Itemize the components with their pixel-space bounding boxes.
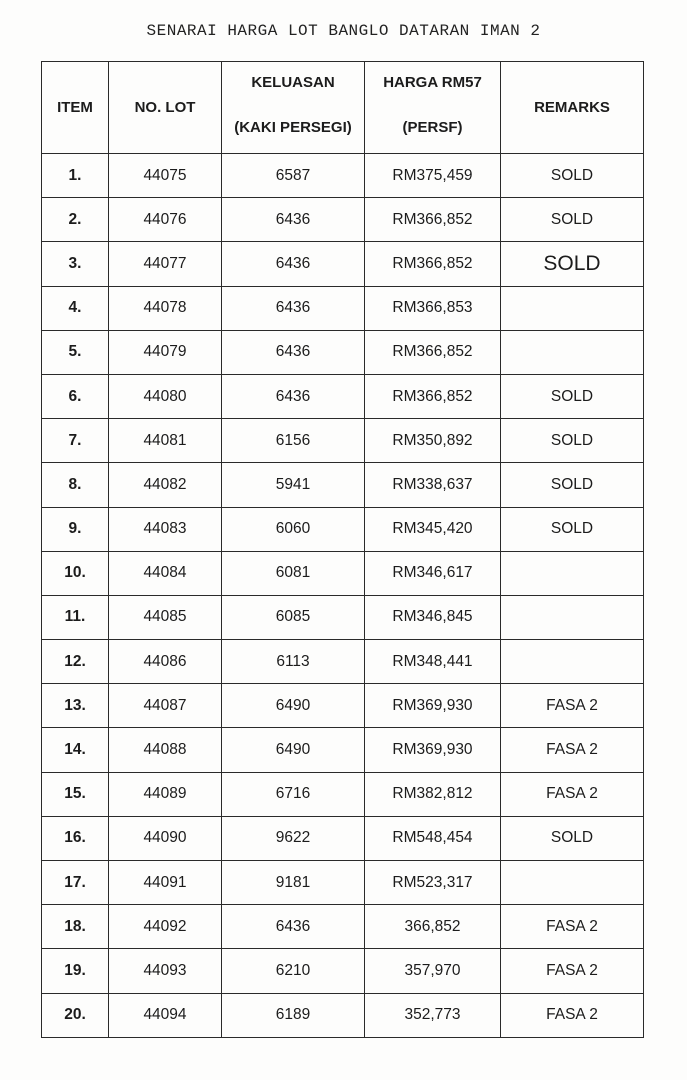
- cell-item: 5.: [42, 330, 109, 374]
- cell-lot-number: 44079: [109, 330, 222, 374]
- cell-price: 366,852: [365, 905, 501, 949]
- cell-lot-number: 44087: [109, 684, 222, 728]
- table-row: [42, 640, 644, 684]
- cell-lot-number: 44083: [109, 507, 222, 551]
- cell-remark: FASA 2: [501, 949, 644, 993]
- cell-item: 18.: [42, 905, 109, 949]
- cell-price: RM375,459: [365, 154, 501, 198]
- header-price-line2: (PERSF): [402, 118, 463, 136]
- table-row: [42, 861, 644, 905]
- cell-price: 352,773: [365, 993, 501, 1037]
- table-row: [42, 330, 644, 374]
- cell-remark: SOLD: [501, 816, 644, 860]
- cell-item: 1.: [42, 154, 109, 198]
- cell-price: RM366,852: [365, 242, 501, 286]
- table-row: [42, 772, 644, 816]
- cell-item: 11.: [42, 595, 109, 639]
- cell-price: RM369,930: [365, 728, 501, 772]
- cell-lot-number: 44084: [109, 551, 222, 595]
- cell-area: 5941: [222, 463, 365, 507]
- cell-remark: SOLD: [501, 463, 644, 507]
- table-row: [42, 728, 644, 772]
- cell-lot-number: 44093: [109, 949, 222, 993]
- cell-item: 15.: [42, 772, 109, 816]
- cell-remark: FASA 2: [501, 728, 644, 772]
- cell-price: 357,970: [365, 949, 501, 993]
- cell-price: RM345,420: [365, 507, 501, 551]
- table-row: [42, 551, 644, 595]
- cell-area: 6490: [222, 684, 365, 728]
- cell-area: 6436: [222, 198, 365, 242]
- cell-item: 16.: [42, 816, 109, 860]
- cell-remark: SOLD: [501, 242, 644, 286]
- cell-area: 6189: [222, 993, 365, 1037]
- cell-item: 12.: [42, 640, 109, 684]
- table-row: [42, 198, 644, 242]
- cell-area: 6156: [222, 419, 365, 463]
- cell-price: RM348,441: [365, 640, 501, 684]
- cell-area: 9622: [222, 816, 365, 860]
- cell-lot-number: 44081: [109, 419, 222, 463]
- cell-lot-number: 44076: [109, 198, 222, 242]
- table-row: [42, 816, 644, 860]
- cell-price: RM369,930: [365, 684, 501, 728]
- cell-lot-number: 44088: [109, 728, 222, 772]
- cell-price: RM366,853: [365, 286, 501, 330]
- cell-item: 19.: [42, 949, 109, 993]
- cell-remark: SOLD: [501, 507, 644, 551]
- table-row: [42, 419, 644, 463]
- cell-remark: [501, 551, 644, 595]
- cell-lot-number: 44085: [109, 595, 222, 639]
- cell-area: 6081: [222, 551, 365, 595]
- cell-item: 6.: [42, 374, 109, 418]
- cell-remark: FASA 2: [501, 684, 644, 728]
- cell-lot-number: 44075: [109, 154, 222, 198]
- cell-area: 6210: [222, 949, 365, 993]
- cell-price: RM366,852: [365, 198, 501, 242]
- table-row: [42, 154, 644, 198]
- table-row: [42, 507, 644, 551]
- cell-item: 13.: [42, 684, 109, 728]
- cell-area: 6060: [222, 507, 365, 551]
- header-area: [222, 62, 365, 154]
- cell-area: 6436: [222, 286, 365, 330]
- table-row: [42, 463, 644, 507]
- cell-area: 6716: [222, 772, 365, 816]
- cell-lot-number: 44090: [109, 816, 222, 860]
- cell-area: 6113: [222, 640, 365, 684]
- header-area-line2: (KAKI PERSEGI): [234, 118, 352, 136]
- cell-area: 6490: [222, 728, 365, 772]
- cell-lot-number: 44077: [109, 242, 222, 286]
- table-row: [42, 905, 644, 949]
- cell-item: 10.: [42, 551, 109, 595]
- header-remarks: REMARKS: [501, 62, 644, 154]
- cell-item: 20.: [42, 993, 109, 1037]
- cell-lot-number: 44089: [109, 772, 222, 816]
- cell-item: 14.: [42, 728, 109, 772]
- document-title: SENARAI HARGA LOT BANGLO DATARAN IMAN 2: [146, 22, 541, 40]
- cell-lot-number: 44091: [109, 861, 222, 905]
- cell-lot-number: 44078: [109, 286, 222, 330]
- cell-item: 7.: [42, 419, 109, 463]
- cell-area: 6587: [222, 154, 365, 198]
- header-item: ITEM: [42, 62, 109, 154]
- header-row: [42, 62, 644, 154]
- cell-remark: FASA 2: [501, 993, 644, 1037]
- cell-area: 6436: [222, 905, 365, 949]
- cell-price: RM346,845: [365, 595, 501, 639]
- cell-lot-number: 44086: [109, 640, 222, 684]
- cell-price: RM382,812: [365, 772, 501, 816]
- cell-remark: [501, 861, 644, 905]
- cell-price: RM366,852: [365, 330, 501, 374]
- cell-area: 6085: [222, 595, 365, 639]
- cell-remark: [501, 286, 644, 330]
- cell-remark: [501, 640, 644, 684]
- table-row: [42, 993, 644, 1037]
- cell-price: RM346,617: [365, 551, 501, 595]
- cell-price: RM523,317: [365, 861, 501, 905]
- cell-price: RM548,454: [365, 816, 501, 860]
- cell-area: 9181: [222, 861, 365, 905]
- cell-item: 3.: [42, 242, 109, 286]
- cell-item: 17.: [42, 861, 109, 905]
- cell-item: 8.: [42, 463, 109, 507]
- table-row: [42, 374, 644, 418]
- cell-area: 6436: [222, 330, 365, 374]
- table-row: [42, 595, 644, 639]
- cell-price: RM338,637: [365, 463, 501, 507]
- price-table: [41, 61, 644, 1038]
- cell-remark: SOLD: [501, 419, 644, 463]
- table-row: [42, 684, 644, 728]
- table-row: [42, 949, 644, 993]
- cell-remark: [501, 595, 644, 639]
- cell-area: 6436: [222, 374, 365, 418]
- header-price-line1: HARGA RM57: [383, 73, 482, 91]
- cell-remark: FASA 2: [501, 905, 644, 949]
- cell-area: 6436: [222, 242, 365, 286]
- cell-item: 4.: [42, 286, 109, 330]
- cell-remark: SOLD: [501, 374, 644, 418]
- table-row: [42, 242, 644, 286]
- cell-lot-number: 44094: [109, 993, 222, 1037]
- header-lot: NO. LOT: [109, 62, 222, 154]
- cell-remark: FASA 2: [501, 772, 644, 816]
- header-area-line1: KELUASAN: [251, 73, 335, 91]
- table-row: [42, 286, 644, 330]
- header-price: [365, 62, 501, 154]
- cell-item: 2.: [42, 198, 109, 242]
- cell-remark: [501, 330, 644, 374]
- cell-lot-number: 44082: [109, 463, 222, 507]
- cell-lot-number: 44080: [109, 374, 222, 418]
- cell-price: RM366,852: [365, 374, 501, 418]
- cell-price: RM350,892: [365, 419, 501, 463]
- cell-remark: SOLD: [501, 154, 644, 198]
- cell-lot-number: 44092: [109, 905, 222, 949]
- cell-remark: SOLD: [501, 198, 644, 242]
- cell-item: 9.: [42, 507, 109, 551]
